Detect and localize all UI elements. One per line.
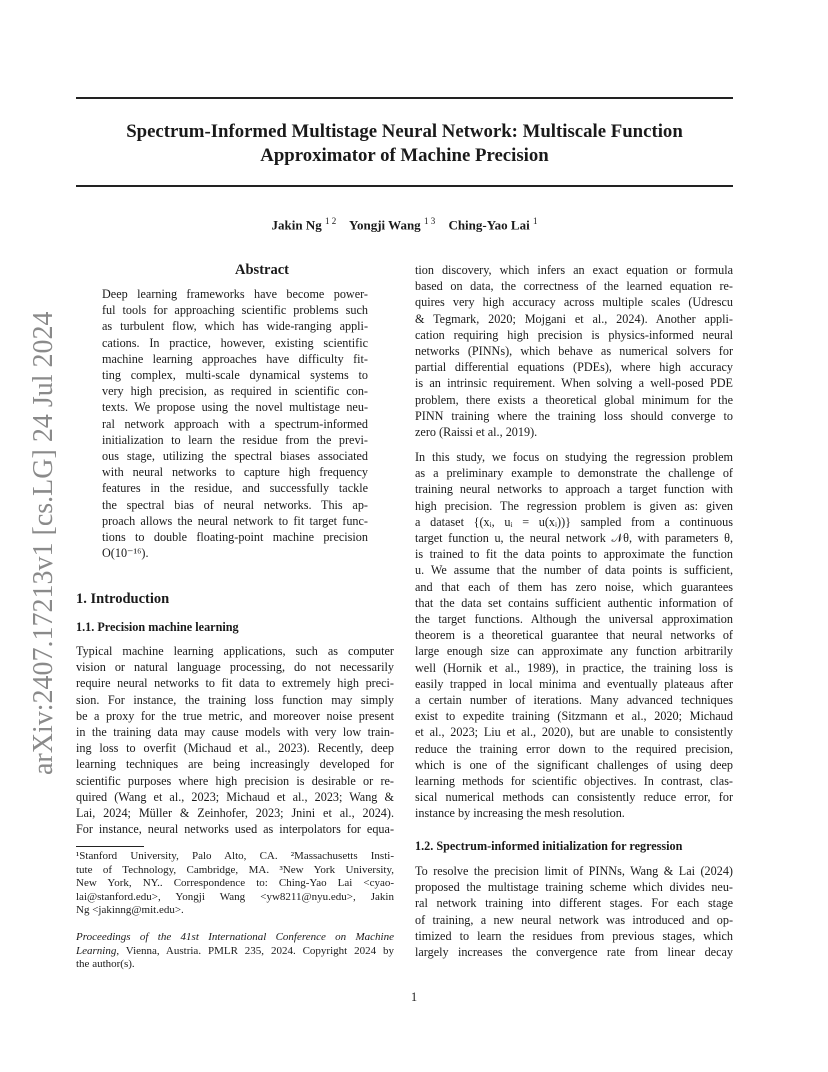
- body-line: learning methods for scientific objectives. In contrast, clas-: [415, 774, 733, 789]
- author-affiliation: 1: [532, 216, 538, 226]
- proceedings-line: the author(s).: [76, 958, 135, 970]
- body-line: of training, a new neural network was introduced and op-: [415, 912, 733, 927]
- author-name: Jakin Ng: [271, 217, 322, 233]
- body-line: scientific purposes where high precision is desirable or re-: [76, 773, 394, 788]
- abstract-line: Deep learning frameworks have become power-: [102, 287, 368, 301]
- abstract-line: ous stage, utilizing the spectral biases associated: [102, 449, 368, 464]
- abstract-line: machine learning approaches have difficulty fit-: [102, 351, 368, 366]
- section-heading-introduction: 1. Introduction: [76, 591, 170, 607]
- right-column-para-1: [415, 262, 733, 440]
- footnote-line: Ng <jakinng@mit.edu>.: [76, 904, 184, 916]
- abstract-line: O(10⁻¹⁶).: [102, 546, 149, 561]
- body-line: zero (Raissi et al., 2019).: [415, 425, 538, 440]
- page-number: 1: [410, 990, 418, 1004]
- footnote-line: ¹Stanford University, Palo Alto, CA. ²Massachusetts Insti-: [76, 850, 394, 862]
- body-line: networks (PINNs), which behave as numerical solvers for: [415, 344, 733, 359]
- abstract-line: ting complex, multi-scale dynamical systems to: [102, 368, 368, 383]
- body-line: based on data, the correctness of the learned equation re-: [415, 279, 733, 294]
- body-line: largely increases the convergence rate from linear decay: [415, 945, 733, 960]
- body-line: ing loss to overfit (Michaud et al., 2023). Recently, deep: [76, 741, 394, 756]
- abstract-line: with neural networks to capture high frequency: [102, 465, 368, 480]
- body-line: PINN training where the training loss should converge to: [415, 408, 733, 423]
- body-line: sion. For instance, the training loss function may simply: [76, 692, 394, 707]
- abstract-line: as turbulent flow, which has wide-ranging appli-: [102, 319, 368, 334]
- body-line: in the training data may cause models with very low train-: [76, 725, 394, 740]
- abstract-line: proach allows the neural network to fit target func-: [102, 513, 368, 528]
- body-line: is trained to fit the data points to approximate the function: [415, 547, 733, 562]
- abstract-line: texts. We propose using the novel multistage neu-: [102, 400, 368, 415]
- footnote-line: tute of Technology, Cambridge, MA. ³New York University,: [76, 863, 394, 876]
- affiliation-footnote: [76, 850, 394, 918]
- subsection-heading-precision: 1.1. Precision machine learning: [76, 620, 239, 634]
- body-line: reduce the training error down to the required precision,: [415, 741, 733, 756]
- body-line: In this study, we focus on studying the regression problem: [415, 450, 733, 464]
- abstract-line: the spectral bias of neural networks. This ap-: [102, 497, 368, 512]
- body-line: target function u, the neural network 𝒩θ, with parameters θ,: [415, 531, 733, 546]
- abstract-line: very high precision, as required in scientific con-: [102, 384, 368, 399]
- footnote-rule: [76, 846, 144, 847]
- body-line: & Tegmark, 2020; Mojgani et al., 2024). Another appli-: [415, 311, 733, 326]
- body-line: sical numerical methods can consistently reduce error, for: [415, 790, 733, 805]
- proceedings-line: Proceedings of the 41st International Conference on Machine: [76, 931, 394, 943]
- body-line: as a preliminary example to demonstrate the challenge of: [415, 466, 733, 481]
- body-line: To resolve the precision limit of PINNs, Wang & Lai (2024): [415, 864, 733, 878]
- body-line: a dataset {(xᵢ, uᵢ = u(xᵢ))} sampled from a continuous: [415, 514, 733, 529]
- paper-title: [76, 120, 733, 168]
- body-line: and that each of them has zero noise, which guarantees: [415, 579, 733, 594]
- intro-paragraph: [76, 643, 394, 837]
- body-line: training neural networks to approach a target function with: [415, 482, 733, 497]
- body-line: problem, there exists a theoretical global minimum for the: [415, 392, 733, 407]
- subsection-heading-spectrum: 1.2. Spectrum-informed initialization for regression: [415, 839, 683, 853]
- body-line: quired (Wang et al., 2023; Michaud et al., 2023; Wang &: [76, 789, 394, 804]
- footnote-line: New York, NY.. Correspondence to: Ching-Yao Lai <cyao-: [76, 877, 394, 889]
- author-affiliation: 1 3: [423, 216, 436, 226]
- title-line-1: Spectrum-Informed Multistage Neural Network: Multiscale Function: [126, 121, 683, 142]
- author-name: Ching-Yao Lai: [448, 217, 530, 233]
- body-line: quires very high accuracy across multiple scales (Udrescu: [415, 295, 733, 310]
- body-line: partial differential equations (PDEs), where high accuracy: [415, 360, 733, 375]
- top-rule: [76, 97, 733, 99]
- body-line: u. We assume that the number of data points is sufficient,: [415, 563, 733, 578]
- body-line: For instance, neural networks used as interpolators for equa-: [76, 822, 394, 837]
- body-line: a certain number of iterations. Many advanced techniques: [415, 693, 733, 708]
- body-line: learning techniques are being increasingly developed for: [76, 757, 394, 772]
- author-name: Yongji Wang: [349, 217, 421, 233]
- author-list: [76, 216, 733, 233]
- body-line: timized to learn the residues from previous stages, which: [415, 928, 733, 943]
- body-line: is an intrinsic requirement. When solving a well-posed PDE: [415, 376, 733, 391]
- body-line: et al., 2023; Liu et al., 2020), but are unable to consistently: [415, 725, 733, 740]
- proceedings-venue: Learning: [76, 944, 117, 957]
- body-line: be a proxy for the true metric, and moreover noise present: [76, 708, 394, 723]
- abstract-line: ful tools for approaching scientific problems such: [102, 303, 368, 318]
- right-column-para-2: [415, 449, 733, 822]
- abstract-body: [102, 286, 368, 561]
- body-line: exist to expedite training (Sitzmann et al., 2020; Michaud: [415, 709, 733, 724]
- abstract-line: ral network approach with a spectrum-informed: [102, 416, 368, 431]
- abstract-line: tions to double floating-point machine precision: [102, 530, 368, 545]
- abstract-line: features in the residue, and successfully tackle: [102, 481, 368, 496]
- proceedings-text: , Vienna, Austria. PMLR 235, 2024. Copyright 2024 by: [116, 944, 394, 957]
- body-line: proposed the multistage training scheme which divides neu-: [415, 880, 733, 895]
- body-line: the target functions. Although the universal approximation: [415, 612, 733, 627]
- body-line: high precision. The regression problem is given as: given: [415, 498, 733, 513]
- author-affiliation: 1 2: [325, 216, 337, 226]
- arxiv-stamp: arXiv:2407.17213v1 [cs.LG] 24 Jul 2024: [28, 311, 59, 775]
- abstract-line: cations. In practice, however, existing scientific: [102, 335, 368, 350]
- footnote-line: lai@stanford.edu>, Yongji Wang <yw8211@nyu.edu>, Jakin: [76, 890, 394, 903]
- body-line: instance by increasing the mesh resolution.: [415, 806, 625, 821]
- body-line: Typical machine learning applications, such as computer: [76, 644, 394, 658]
- title-line-2: Approximator of Machine Precision: [260, 145, 549, 166]
- body-line: theorem is a theoretical guarantee that neural networks of: [415, 628, 733, 643]
- body-line: require neural networks to fit data to extremely high preci-: [76, 676, 394, 691]
- body-line: well (Hornik et al., 1989), in practice, the training loss is: [415, 660, 733, 675]
- abstract-line: initialization to learn the residue from the previ-: [102, 432, 368, 447]
- body-line: Lai, 2024; Müller & Zeinhofer, 2023; Jnini et al., 2024).: [76, 806, 394, 821]
- body-line: which is one of the significant challenges of using deep: [415, 757, 733, 772]
- body-line: ral network training into different stages. For each stage: [415, 896, 733, 911]
- body-line: vision or natural language processing, do not necessarily: [76, 660, 394, 675]
- proceedings-line: [76, 945, 394, 959]
- body-line: that the data set contains sufficient authentic information of: [415, 595, 733, 610]
- right-column-para-3: [415, 863, 733, 960]
- title-bottom-rule: [76, 185, 733, 187]
- abstract-heading: Abstract: [235, 262, 289, 278]
- proceedings-note: [76, 931, 394, 972]
- body-line: large enough size can approximate any function arbitrarily: [415, 644, 733, 659]
- body-line: tion discovery, which infers an exact equation or formula: [415, 263, 733, 277]
- body-line: cation requiring high precision is physics-informed neural: [415, 327, 733, 342]
- body-line: easily trapped in local minima and eventually plateaus after: [415, 676, 733, 691]
